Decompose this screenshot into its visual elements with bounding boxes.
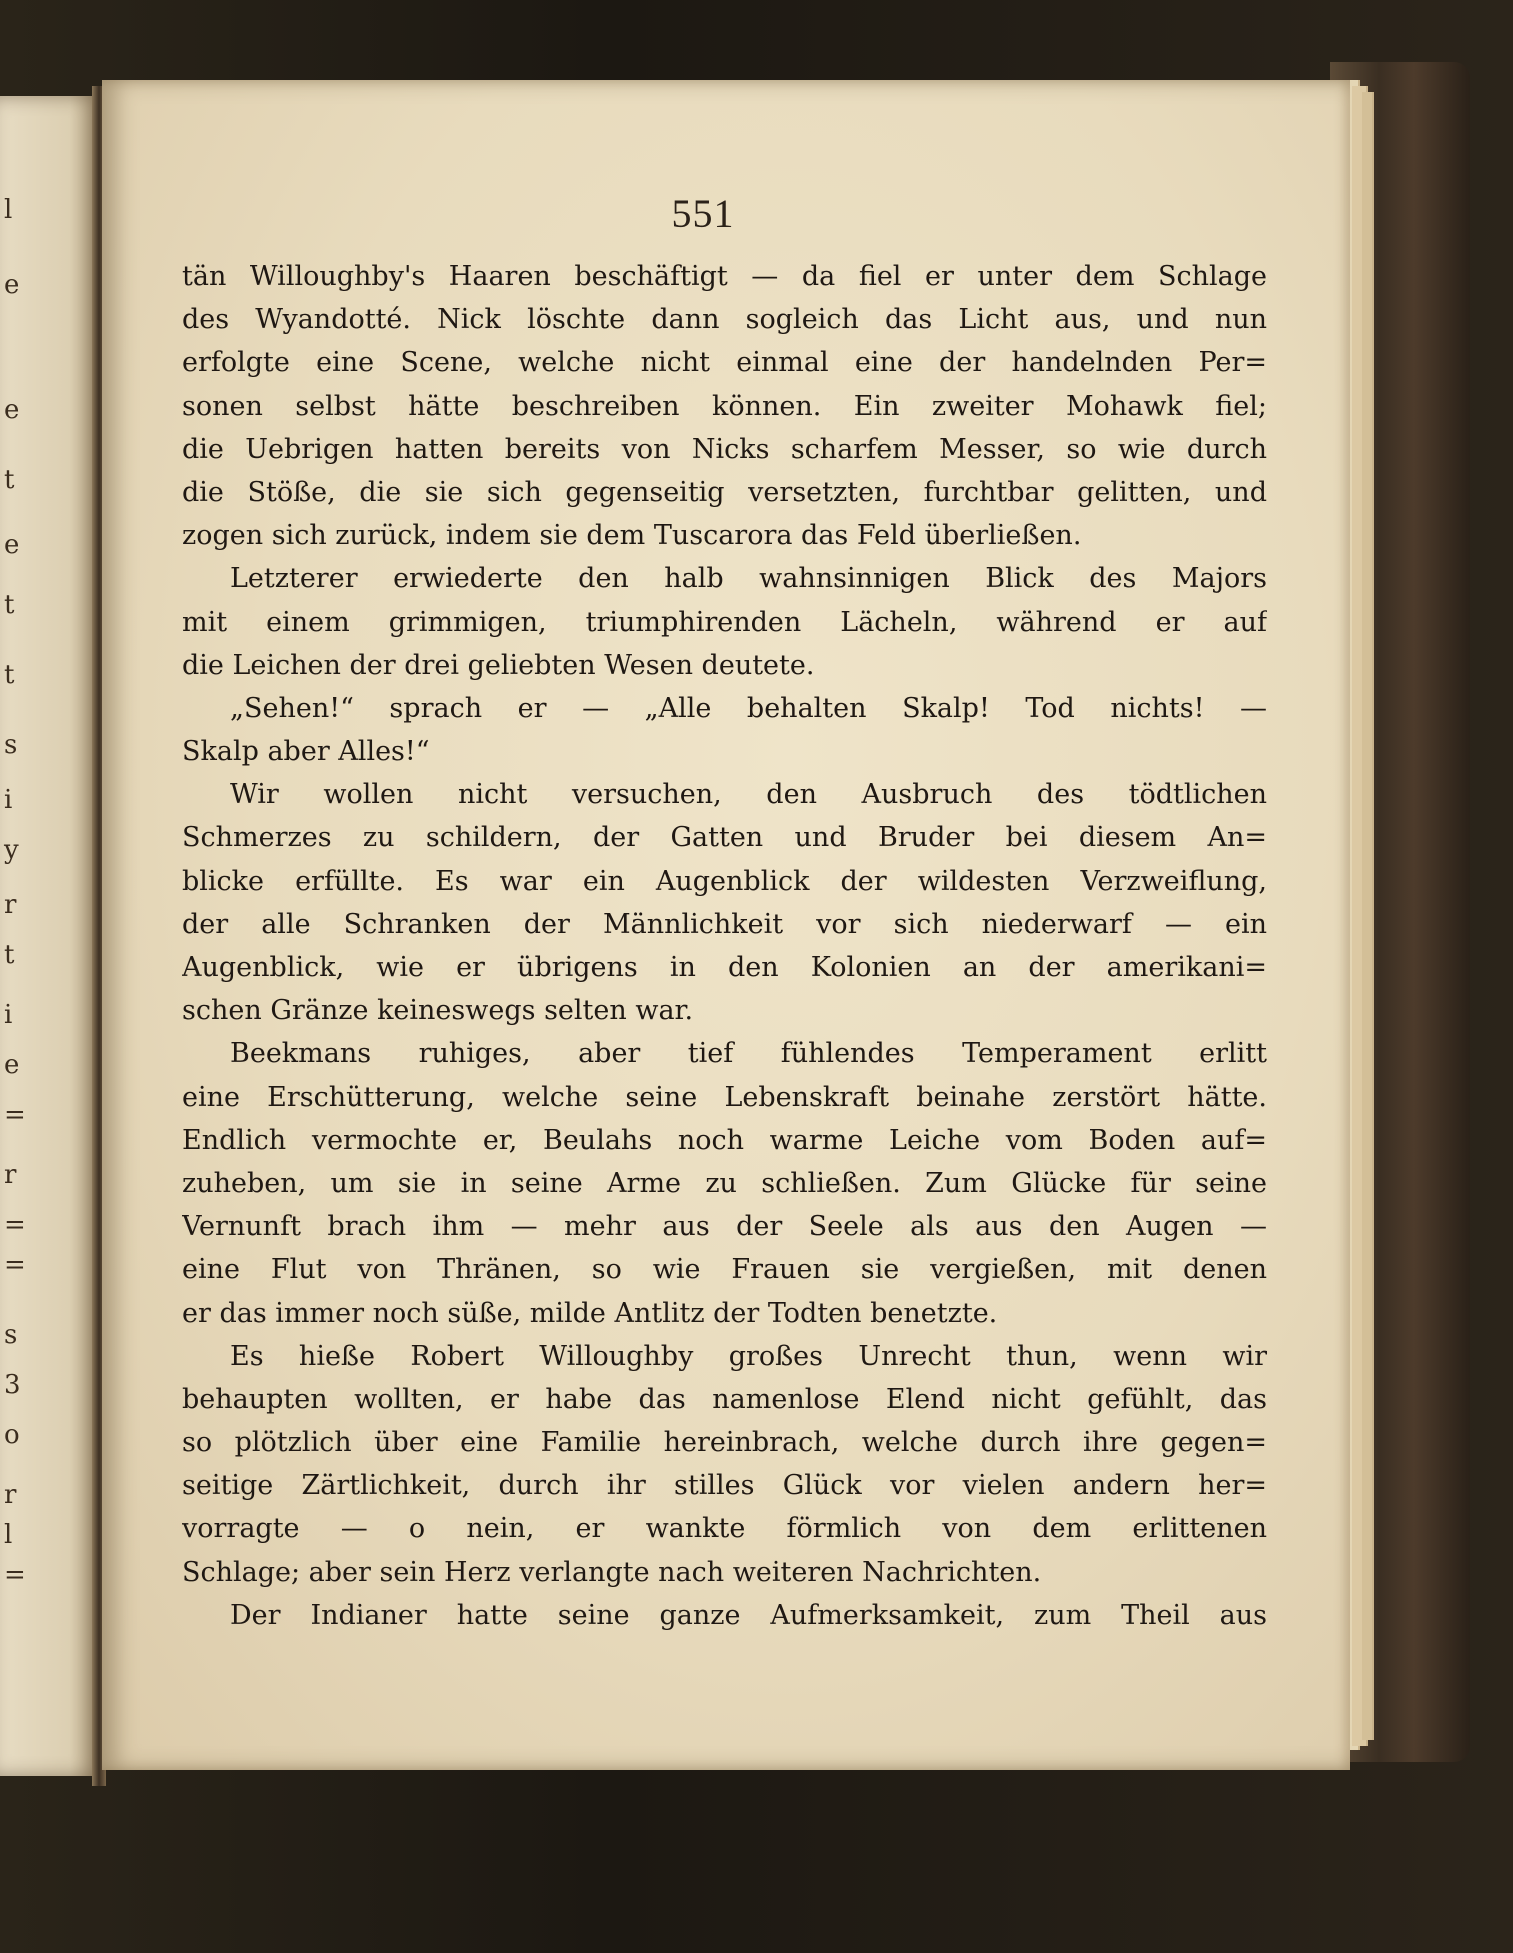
left-page-edge-glyph: = — [4, 1560, 26, 1590]
page-text-block — [182, 255, 1267, 1637]
left-page-edge-glyph: e — [4, 1050, 20, 1080]
text-line: Skalp aber Alles!“ — [182, 736, 430, 768]
left-page-edge-glyph: y — [4, 835, 19, 865]
text-line: Beekmans ruhiges, aber tief fühlendes Temperament erlitt — [230, 1038, 1267, 1070]
text-line: Schlage; aber sein Herz verlangte nach weiteren Nachrichten. — [182, 1556, 1042, 1588]
left-page-edge-glyph: e — [4, 270, 20, 300]
left-page-edge-glyph: = — [4, 1250, 26, 1280]
left-page-edge-glyph: e — [4, 530, 20, 560]
left-page-edge-glyph: s — [4, 730, 18, 760]
text-line: vorragte — o nein, er wankte förmlich von dem erlittenen — [182, 1513, 1267, 1545]
left-page-edge-glyph: t — [4, 940, 15, 970]
left-page-edge-glyph: r — [4, 890, 17, 920]
left-page-edge-glyph: = — [4, 1210, 26, 1240]
text-line: behaupten wollten, er habe das namenlose Elend nicht gefühlt, das — [182, 1383, 1267, 1415]
text-line: blicke erfüllte. Es war ein Augenblick der wildesten Verzweiflung, — [182, 865, 1267, 897]
text-line: tän Willoughby's Haaren beschäftigt — da fiel er unter dem Schlage — [182, 261, 1267, 292]
left-page-edge-glyph: 3 — [4, 1370, 21, 1400]
text-line: seitige Zärtlichkeit, durch ihr stilles Glück vor vielen andern her= — [182, 1470, 1267, 1502]
text-line: Schmerzes zu schildern, der Gatten und Bruder bei diesem An= — [182, 822, 1267, 854]
left-page-edge-glyph: r — [4, 1160, 17, 1190]
book-page — [102, 80, 1350, 1770]
text-line: eine Erschütterung, welche seine Lebenskraft beinahe zerstört hätte. — [182, 1081, 1267, 1113]
text-line: er das immer noch süße, milde Antlitz der Todten benetzte. — [182, 1297, 998, 1329]
left-page-edge-glyph: e — [4, 395, 20, 425]
page-number: 551 — [671, 191, 735, 236]
left-page-edge-glyph: r — [4, 1480, 17, 1510]
text-line: sonen selbst hätte beschreiben können. Ein zweiter Mohawk fiel; — [182, 390, 1267, 422]
text-line: die Stöße, die sie sich gegenseitig versetzten, furchtbar gelitten, und — [182, 476, 1267, 508]
text-line: Letzterer erwiederte den halb wahnsinnigen Blick des Majors — [230, 563, 1267, 595]
text-line: Endlich vermochte er, Beulahs noch warme Leiche vom Boden auf= — [182, 1124, 1267, 1156]
text-line: Vernunft brach ihm — mehr aus der Seele als aus den Augen — — [182, 1211, 1267, 1243]
text-line: Es hieße Robert Willoughby großes Unrecht thun, wenn wir — [230, 1340, 1267, 1372]
text-line: Augenblick, wie er übrigens in den Kolonien an der amerikani= — [182, 952, 1267, 983]
left-page-edge-glyph: s — [4, 1320, 18, 1350]
left-page-edge-glyph: o — [4, 1420, 20, 1450]
text-line: Der Indianer hatte seine ganze Aufmerksamkeit, zum Theil aus — [230, 1599, 1267, 1631]
text-line: mit einem grimmigen, triumphirenden Lächeln, während er auf — [182, 606, 1267, 638]
text-line: zogen sich zurück, indem sie dem Tuscarora das Feld überließen. — [182, 520, 1082, 552]
left-page-edge — [0, 96, 100, 1776]
left-page-edge-glyph: i — [4, 1000, 13, 1030]
text-line: der alle Schranken der Männlichkeit vor sich niederwarf — ein — [182, 908, 1267, 940]
left-page-edge-glyph: t — [4, 590, 15, 620]
text-line: „Sehen!“ sprach er — „Alle behalten Skalp! Tod nichts! — — [230, 692, 1267, 724]
text-line: erfolgte eine Scene, welche nicht einmal eine der handelnden Per= — [182, 347, 1267, 379]
left-page-edge-glyph: = — [4, 1100, 26, 1130]
left-page-edge-glyph: i — [4, 785, 13, 815]
text-line: Wir wollen nicht versuchen, den Ausbruch des tödtlichen — [230, 779, 1267, 811]
left-page-edge-glyph: l — [4, 195, 13, 225]
text-line: die Uebrigen hatten bereits von Nicks scharfem Messer, so wie durch — [182, 433, 1267, 465]
left-page-edge-glyph: t — [4, 660, 15, 690]
text-line: eine Flut von Thränen, so wie Frauen sie vergießen, mit denen — [182, 1254, 1267, 1286]
left-page-edge-glyph: l — [4, 1520, 13, 1550]
page-stack-edge — [1362, 92, 1374, 1740]
text-line: schen Gränze keineswegs selten war. — [182, 995, 694, 1027]
text-line: des Wyandotté. Nick löschte dann sogleich das Licht aus, und nun — [182, 304, 1267, 336]
text-line: die Leichen der drei geliebten Wesen deutete. — [182, 649, 815, 681]
text-line: so plötzlich über eine Familie hereinbrach, welche durch ihre gegen= — [182, 1427, 1267, 1459]
text-line: zuheben, um sie in seine Arme zu schließen. Zum Glücke für seine — [182, 1167, 1267, 1199]
left-page-edge-glyph: t — [4, 465, 15, 495]
